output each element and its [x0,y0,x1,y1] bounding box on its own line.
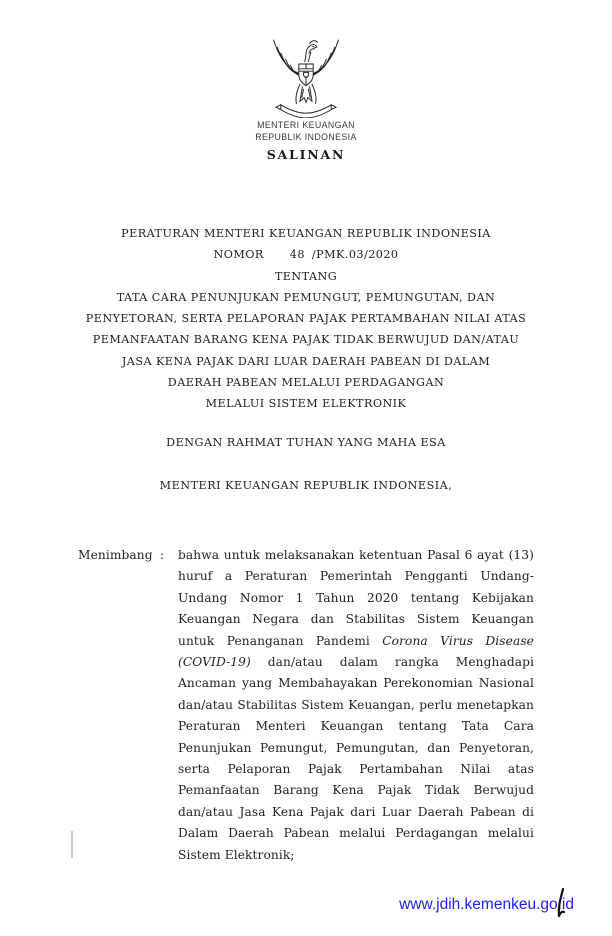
regulation-heading: PERATURAN MENTERI KEUANGAN REPUBLIK INDONESIA [121,227,491,240]
jdih-website-link[interactable]: www.jdih.kemenkeu.go.id [399,896,574,913]
considering-label: Menimbang [78,548,153,562]
number-suffix: /PMK.03/2020 [311,248,399,262]
issuer: MENTERI KEUANGAN REPUBLIK INDONESIA, [159,479,453,492]
title-block [0,223,612,415]
about-label: TENTANG [274,269,338,283]
considering-paragraph [178,545,534,866]
copy-stamp: SALINAN [266,147,346,162]
number-label: NOMOR [213,248,264,262]
regulation-number-line [0,244,612,265]
subject-line-5: DAERAH PABEAN MELALUI PERDAGANGAN [167,376,445,390]
considering-text-1: bahwa untuk melaksanakan ketentuan Pasal 6 ayat (13) huruf a Peraturan Pemerintah Pengganti Undang-Undang Nomor 1 Tahun 2020 tentang Kebijakan Keuangan Negara dan Stabilitas Sistem Keuangan untuk Penanganan Pandemi [178,548,534,648]
emblem-block [0,34,612,118]
considering-text-2: dan/atau dalam rangka Menghadapi Ancaman yang Membahayakan Perekonomian Nasional dan/atau Stabilitas Sistem Keuangan, perlu menetapkan Peraturan Menteri Keuangan tentang Tata Cara Penunjukan Pemungut, Pemungutan, dan Penyetoran, serta Pelaporan Pajak Pertambahan Nilai atas Pemanfaatan Barang Kena Pajak Tidak Berwujud dan/atau Jasa Kena Pajak dari Luar Daerah Pabean di Dalam Daerah Pabean melalui Perdagangan melalui Sistem Elektronik; [178,655,534,862]
scan-artifact-line [71,831,73,858]
subject-line-1: TATA CARA PENUNJUKAN PEMUNGUT, PEMUNGUTAN, DAN [116,290,496,304]
letterhead-line-2: REPUBLIK INDONESIA [255,131,357,142]
invocation: DENGAN RAHMAT TUHAN YANG MAHA ESA [166,436,446,449]
subject-line-3: PEMANFAATAN BARANG KENA PAJAK TIDAK BERWUJUD DAN/ATAU [92,333,520,347]
letterhead-line-1: MENTERI KEUANGAN [257,120,355,130]
considering-colon: : [160,548,165,562]
number-value: 48 [289,248,305,262]
garuda-pancasila-emblem [269,34,343,118]
subject-line-2: PENYETORAN, SERTA PELAPORAN PAJAK PERTAMBAHAN NILAI ATAS [85,312,527,326]
subject-line-4: JASA KENA PAJAK DARI LUAR DAERAH PABEAN DI DALAM [121,354,491,368]
considering-italic-covid: Corona Virus Disease (COVID-19) [178,633,534,670]
considering-section [78,545,536,866]
pen-mark [553,888,569,920]
letterhead [0,120,612,143]
subject-line-6: MELALUI SISTEM ELEKTRONIK [205,397,407,411]
